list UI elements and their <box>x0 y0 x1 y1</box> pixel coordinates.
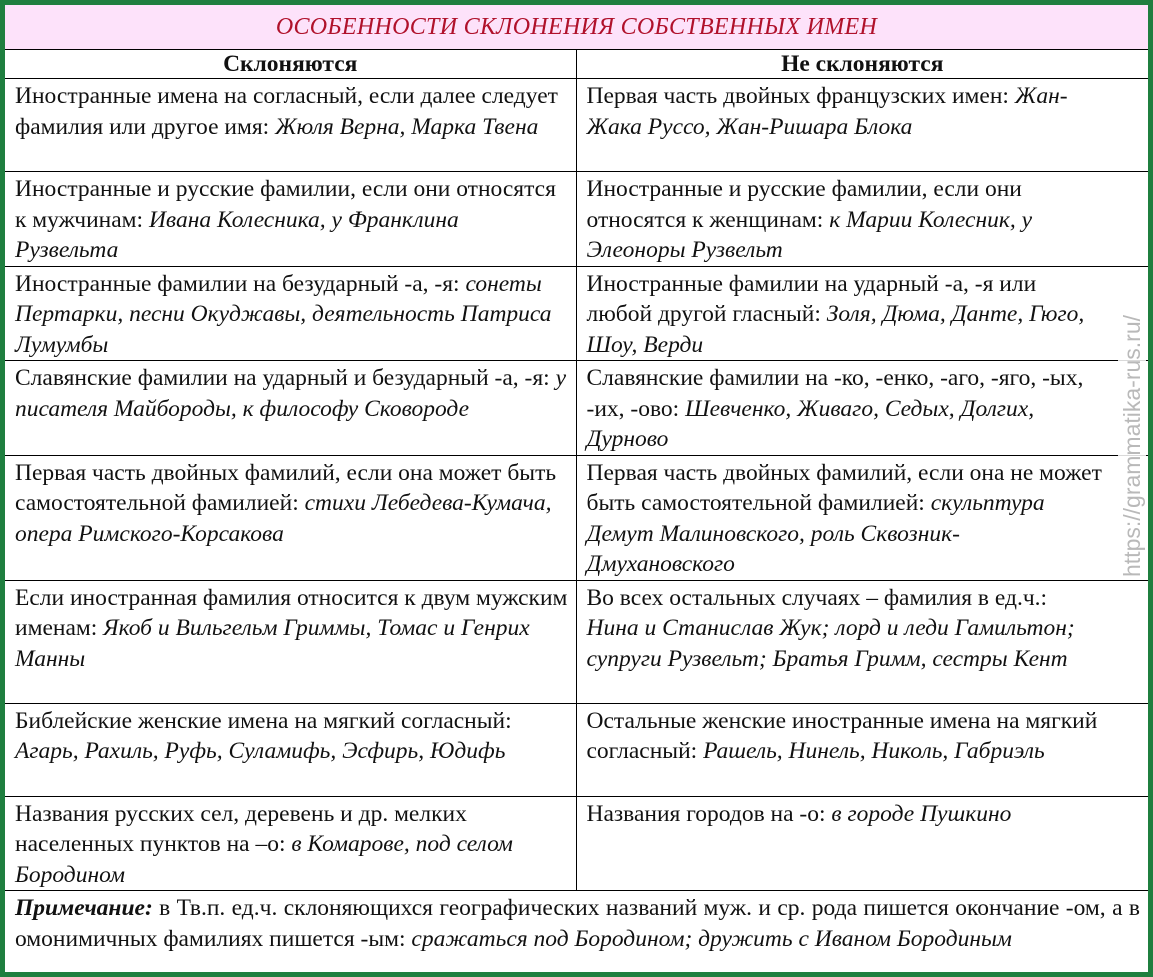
table-row <box>5 703 1148 796</box>
rule-text: Названия городов на -о: <box>586 800 832 827</box>
cell-declined <box>5 796 576 891</box>
rule-examples: Якоб и Вильгельм Гриммы, Томас и Генрих Манны <box>15 615 530 672</box>
note-row <box>5 891 1148 955</box>
cell-declined <box>5 361 576 456</box>
rule-text: Если иностранная фамилия относится к двум мужским именам: <box>15 584 568 641</box>
table-row <box>5 796 1148 891</box>
cell-not-declined <box>576 172 1148 267</box>
cell-declined <box>5 266 576 361</box>
rule-text: Остальные женские иностранные имена на мягкий согласный: <box>586 707 1098 764</box>
rule-examples: Ивана Колесника, у Франклина Рузвельта <box>15 206 459 263</box>
cell-declined <box>5 455 576 580</box>
note-cell <box>5 891 1148 955</box>
rule-examples: Золя, Дюма, Данте, Гюго, Шоу, Верди <box>586 301 1085 358</box>
cell-not-declined <box>576 796 1148 891</box>
rule-examples: Жан-Жака Руссо, Жан-Ришара Блока <box>586 83 1068 140</box>
rule-examples: в Комарове, под селом Бородином <box>15 831 513 888</box>
cell-not-declined <box>576 266 1148 361</box>
table-row <box>5 455 1148 580</box>
rule-examples: стихи Лебедева-Кумача, опера Римского-Корсакова <box>15 490 552 547</box>
cell-not-declined <box>576 703 1148 796</box>
table-row <box>5 266 1148 361</box>
rule-text: Славянские фамилии на -ко, -енко, -аго, -яго, -ых, -их, -ово: <box>586 365 1084 422</box>
page-title: ОСОБЕННОСТИ СКЛОНЕНИЯ СОБСТВЕННЫХ ИМЕН <box>5 5 1148 50</box>
table-header-row <box>5 50 1148 79</box>
rule-examples: сонеты Пертарки, песни Окуджавы, деятельность Патриса Лумумбы <box>15 270 552 358</box>
rule-text: Иностранные и русские фамилии, если они относятся к женщинам: <box>586 176 1022 233</box>
rule-text: Во всех остальных случаях – фамилия в ед.ч.: <box>586 584 1048 611</box>
column-header-declined: Склоняются <box>5 50 576 79</box>
table-row <box>5 580 1148 703</box>
cell-not-declined <box>576 79 1148 172</box>
rule-examples: к Марии Колесник, у Элеоноры Рузвельт <box>586 206 1033 263</box>
rule-examples: Рашель, Нинель, Николь, Габриэль <box>703 738 1045 764</box>
column-header-not-declined: Не склоняются <box>576 50 1148 79</box>
rule-text: Иностранные и русские фамилии, если они относятся к мужчинам: <box>15 176 556 233</box>
rule-examples: скульптура Демут Малиновского, роль Сквозник-Дмухановского <box>586 490 1045 577</box>
rule-text: Иностранные фамилии на безударный -а, -я: <box>15 270 466 297</box>
table-row <box>5 79 1148 172</box>
rule-examples: Жюля Верна, Марка Твена <box>275 113 539 140</box>
rule-examples: у писателя Майбороды, к философу Сковороде <box>15 365 567 422</box>
cell-declined <box>5 79 576 172</box>
rule-text: Названия русских сел, деревень и др. мелких населенных пунктов на –о: <box>15 800 467 857</box>
cell-declined <box>5 580 576 703</box>
table-row <box>5 361 1148 456</box>
table-row <box>5 172 1148 267</box>
cell-not-declined <box>576 580 1148 703</box>
cell-not-declined <box>576 361 1148 456</box>
note-text: в Тв.п. ед.ч. склоняющихся географических названий муж. и ср. рода пишется окончание -ом, а в омонимичных фамилиях пишется -ым: <box>15 895 1140 952</box>
rule-text: Первая часть двойных фамилий, если она не может быть самостоятельной фамилией: <box>586 459 1102 516</box>
watermark: https://grammatika-rus.ru/ <box>1118 312 1146 580</box>
cell-not-declined <box>576 455 1148 580</box>
declension-table <box>5 50 1148 954</box>
rule-examples: в городе Пушкино <box>831 800 1012 827</box>
rule-text: Иностранные имена на согласный, если далее следует фамилия или другое имя: <box>15 83 558 140</box>
rule-examples: Агарь, Рахиль, Руфь, Суламифь, Эсфирь, Юдифь <box>15 738 506 764</box>
rule-text: Иностранные фамилии на ударный -а, -я или любой другой гласный: <box>586 270 1037 327</box>
rule-text: Первая часть двойных фамилий, если она может быть самостоятельной фамилией: <box>15 459 557 516</box>
note-label: Примечание: <box>15 895 153 921</box>
cell-declined <box>5 703 576 796</box>
rule-text: Славянские фамилии на ударный и безударный -а, -я: <box>15 365 556 391</box>
cell-declined <box>5 172 576 267</box>
note-examples: сражаться под Бородином; дружить с Иваном Бородиным <box>411 925 1012 952</box>
rule-examples: Шевченко, Живаго, Седых, Долгих, Дурново <box>586 395 1035 452</box>
rule-examples: Нина и Станислав Жук; лорд и леди Гамильтон; супруги Рузвельт; Братья Гримм, сестры Кент <box>586 615 1075 672</box>
rule-text: Первая часть двойных французских имен: <box>586 83 1015 109</box>
rule-text: Библейские женские имена на мягкий согласный: <box>15 707 512 734</box>
document-frame <box>5 5 1148 972</box>
